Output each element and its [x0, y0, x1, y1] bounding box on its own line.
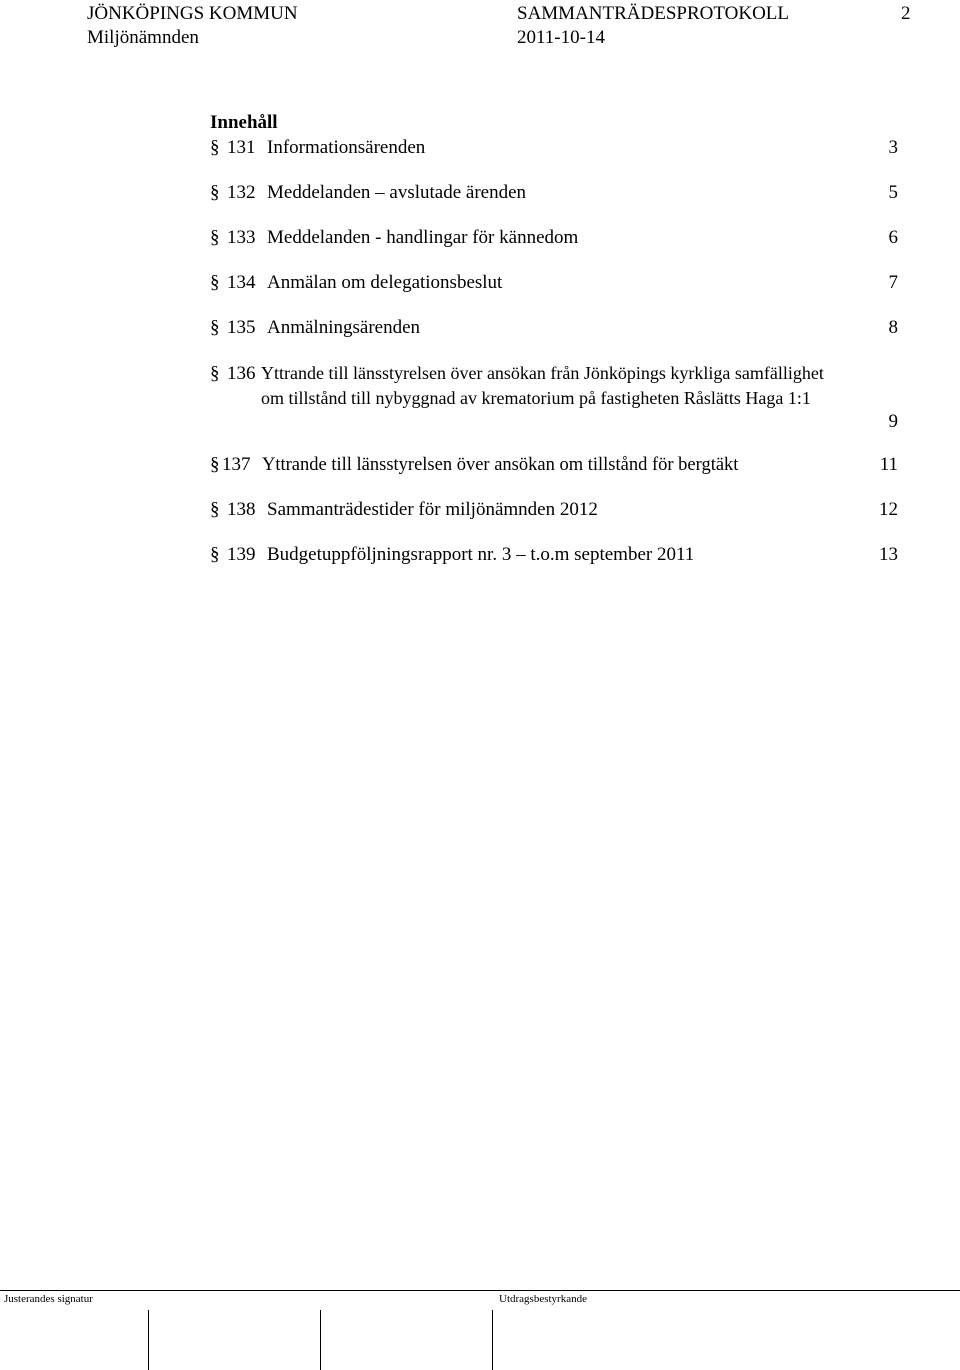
meeting-date: 2011-10-14: [517, 27, 605, 48]
toc-entry: [210, 181, 898, 205]
entry-number: 138: [227, 499, 256, 520]
entry-number: 136: [227, 363, 256, 384]
organization-name: JÖNKÖPINGS KOMMUN: [87, 3, 298, 24]
entry-page: 8: [888, 317, 898, 338]
entry-number: 135: [227, 317, 256, 338]
entry-page: 9: [888, 411, 898, 432]
entry-title: Yttrande till länsstyrelsen över ansökan om tillstånd för bergtäkt: [262, 455, 739, 475]
toc-entry: [210, 136, 898, 160]
toc-heading: Innehåll: [210, 112, 278, 133]
section-sign: §: [210, 137, 220, 158]
entry-page: 12: [879, 499, 898, 520]
entry-title: Budgetuppföljningsrapport nr. 3 – t.o.m september 2011: [267, 544, 695, 565]
section-sign: §: [210, 363, 220, 384]
entry-page: 13: [879, 544, 898, 565]
entry-page: 7: [888, 272, 898, 293]
section-sign: §: [210, 227, 220, 248]
section-sign: §: [210, 499, 220, 520]
entry-number: 131: [227, 137, 256, 158]
entry-page: 3: [888, 137, 898, 158]
footer-rule: [0, 1290, 960, 1291]
entry-title: Sammanträdestider för miljönämnden 2012: [267, 499, 598, 520]
toc-entry: [210, 316, 898, 340]
signature-box-divider: [320, 1310, 321, 1370]
toc-entry: [210, 543, 898, 567]
entry-title: Meddelanden – avslutade ärenden: [267, 182, 527, 203]
entry-number: 139: [227, 544, 256, 565]
entry-page: 5: [888, 182, 898, 203]
signature-label: Justerandes signatur: [4, 1293, 93, 1305]
toc-entry: [210, 498, 898, 522]
signature-box-divider: [148, 1310, 149, 1370]
section-sign: §: [210, 272, 220, 293]
committee-name: Miljönämnden: [87, 27, 199, 48]
entry-title-line2: om tillstånd till nybyggnad av krematorium på fastigheten Råslätts Haga 1:1: [261, 388, 811, 408]
document-type: SAMMANTRÄDESPROTOKOLL: [517, 3, 790, 24]
entry-number: 134: [227, 272, 256, 293]
entry-page: 11: [879, 454, 898, 475]
entry-title: Meddelanden - handlingar för kännedom: [267, 227, 579, 248]
toc-entry: [210, 226, 898, 250]
toc-entry: [210, 361, 898, 434]
entry-title: Anmälningsärenden: [267, 317, 421, 338]
page-number: 2: [901, 3, 911, 24]
toc-entry: [210, 453, 898, 477]
entry-title-line1: Yttrande till länsstyrelsen över ansökan från Jönköpings kyrkliga samfällighet: [261, 363, 824, 383]
entry-page: 6: [888, 227, 898, 248]
entry-number: 137: [222, 454, 251, 475]
certified-label: Utdragsbestyrkande: [499, 1293, 587, 1305]
entry-number: 133: [227, 227, 256, 248]
section-sign: §: [210, 544, 220, 565]
toc-entry: [210, 271, 898, 295]
entry-number: 132: [227, 182, 256, 203]
entry-title: Anmälan om delegationsbeslut: [267, 272, 503, 293]
section-sign: §: [210, 317, 220, 338]
section-sign: §: [210, 454, 220, 475]
section-sign: §: [210, 182, 220, 203]
signature-box-divider: [492, 1310, 493, 1370]
entry-title: Informationsärenden: [267, 137, 426, 158]
